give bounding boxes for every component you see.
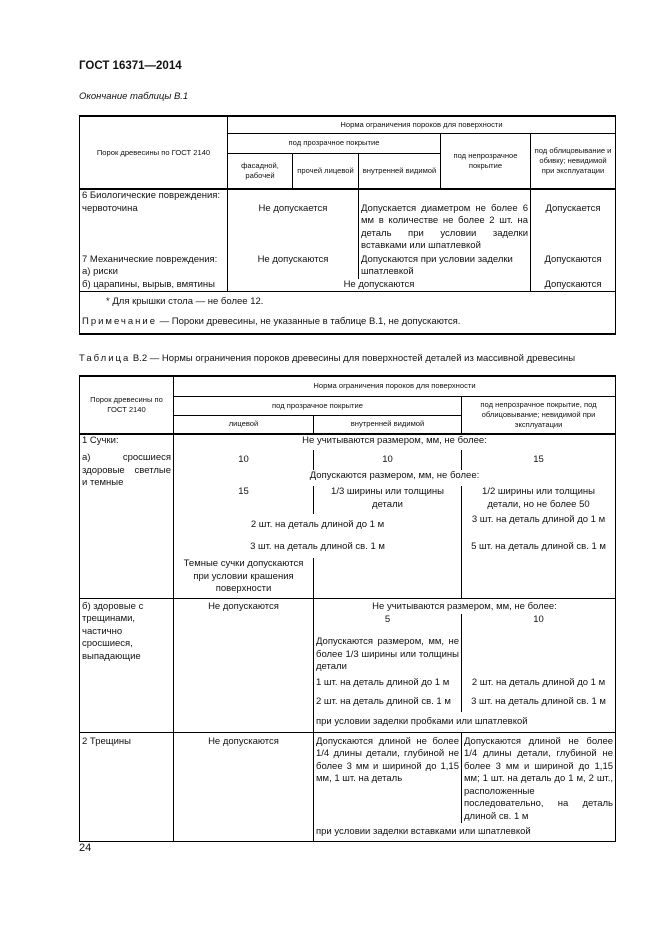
standard-header: ГОСТ 16371—2014 (79, 60, 182, 72)
t1-r7-c3: Допускаются (531, 254, 616, 279)
t2-knots-b-size: Не учитываются размером, мм, не более: (314, 598, 616, 614)
t1-col-facing: под облицовывание и обивку; невидимой при эксплуатации (531, 133, 616, 189)
t2-col-face: лицевой (174, 415, 314, 434)
t2-knots-a-face: 15 (174, 486, 314, 514)
t2-col-opaque: под непрозрачное покрытие, под облицовывание; невидимой при эксплуатации (462, 396, 616, 434)
t2-knots-a-v3: 15 (462, 450, 616, 470)
t2-knots-b-2pc-right: 2 шт. на деталь длиной до 1 м (462, 674, 616, 692)
t2-col-inner: внутренней видимой (314, 415, 462, 434)
table-b2 (79, 375, 616, 842)
t1-col-other: прочей лицевой (293, 153, 359, 189)
t1-r6-sub: червоточина (80, 203, 228, 254)
t1-footnote: * Для крышки стола — не более 12. (80, 292, 616, 312)
t2-knots-b-cond: при условии заделки пробками или шпатлевкой (314, 712, 616, 732)
t1-r7-a: а) риски (80, 266, 228, 279)
t1-r7-b-c1: Не допускаются (228, 279, 531, 292)
t1-r6-title: 6 Биологические повреждения: (80, 189, 228, 203)
t2-cracks-opaque: Допускаются длиной не более 1/4 длины детали, глубиной не более 3 мм и шириной до 1,15 мм; 1 шт. на деталь до 1 м, 2 шт., расположенные последовательно, на деталь длиной св. 1 м (462, 732, 616, 823)
t2-knots-a-allowed: Допускаются размером, мм, не более: (174, 470, 616, 486)
t2-knots-a-3pc: 3 шт. на деталь длиной св. 1 м (174, 536, 462, 558)
t1-r6-c2: Допускается диаметром не более 6 мм в количестве не более 2 шт. на деталь при условии заделки вставками или шпатлевкой (359, 203, 531, 254)
table2-caption-label: Таблица (79, 353, 131, 364)
t2-knots-title: 1 Сучки: (80, 434, 174, 450)
t2-col-transparent: под прозрачное покрытие (174, 396, 462, 415)
t1-col-facade: фасадной, рабочей (228, 153, 293, 189)
t2-col-defect: Порок древесины по ГОСТ 2140 (80, 376, 174, 434)
t1-col-opaque: под непрозрачное покрытие (441, 133, 531, 189)
t1-note-text: — Пороки древесины, не указанные в таблице В.1, не допускаются. (159, 315, 461, 327)
table-b1 (79, 115, 616, 335)
t1-col-transparent: под прозрачное покрытие (228, 133, 441, 153)
t2-knots-a-3pc-right: 3 шт. на деталь длиной до 1 м (462, 514, 616, 536)
t1-r6-c3: Допускается (531, 203, 616, 254)
t2-knots-a-v1: 10 (174, 450, 314, 470)
t2-cracks-title: 2 Трещины (80, 732, 174, 823)
t2-cracks-inner: Допускаются длиной не более 1/4 длины детали, глубиной не более 3 мм и шириной до 1,15 мм, 1 шт. на деталь (314, 732, 462, 823)
t1-col-inner: внутренней видимой (359, 153, 441, 189)
t2-knots-a-5pc: 5 шт. на деталь длиной св. 1 м (462, 536, 616, 558)
t2-knots-b-face: Не допускаются (174, 598, 314, 732)
t2-knots-a-2pc: 2 шт. на деталь длиной до 1 м (174, 514, 462, 536)
t2-cracks-cond: при условии заделки вставками или шпатлевкой (314, 823, 616, 841)
t1-r7-title: 7 Механические повреждения: (80, 254, 228, 267)
t1-r7-b-c2: Допускаются (531, 279, 616, 292)
t2-knots-b-3pc: 3 шт. на деталь длиной св. 1 м (462, 692, 616, 712)
t2-knots-b-allowed: Допускаются размером, мм, не более 1/3 ширины или толщины детали (314, 632, 462, 674)
t1-r6-c1: Не допускается (228, 203, 359, 254)
t2-knots-b-v3: 10 (462, 614, 616, 632)
t1-r7-c1: Не допускаются (228, 254, 359, 279)
t2-knots-a-v2: 10 (314, 450, 462, 470)
t2-col-norm: Норма ограничения пороков для поверхности (174, 376, 616, 396)
t1-note-label: Примечание (82, 315, 157, 327)
t1-col-defect: Порок древесины по ГОСТ 2140 (80, 116, 228, 189)
t2-knots-a-label: а) сросшиеся здоровые светлые и темные (80, 450, 174, 598)
t2-knots-a-opaque: 1/2 ширины или толщины детали, но не более 50 (462, 486, 616, 514)
t2-knots-size-note: Не учитываются размером, мм, не более: (174, 434, 616, 450)
t2-knots-b-label: б) здоровые с трещинами, частично сросшиеся, выпадающие (80, 598, 174, 732)
t2-cracks-face: Не допускаются (174, 732, 314, 823)
t1-col-norm: Норма ограничения пороков для поверхности (228, 116, 616, 133)
page-number: 24 (79, 842, 92, 854)
t2-knots-b-v2: 5 (314, 614, 462, 632)
table2-caption-text: В.2 — Нормы ограничения пороков древесины для поверхностей деталей из массивной древесины (132, 353, 576, 364)
t2-knots-b-2pc: 2 шт. на деталь длиной св. 1 м (314, 692, 462, 712)
t2-knots-a-dark: Темные сучки допускаются при условии крашения поверхности (174, 558, 314, 598)
t1-note (80, 312, 616, 334)
t1-r7-b: б) царапины, вырыв, вмятины (80, 279, 228, 292)
t1-r7-c2: Допускаются при условии заделки шпатлевкой (359, 254, 531, 279)
table1-caption: Окончание таблицы В.1 (79, 91, 189, 102)
table2-caption (79, 353, 575, 364)
t2-knots-b-1pc: 1 шт. на деталь длиной до 1 м (314, 674, 462, 692)
t2-knots-a-inner: 1/3 ширины или толщины детали (314, 486, 462, 514)
